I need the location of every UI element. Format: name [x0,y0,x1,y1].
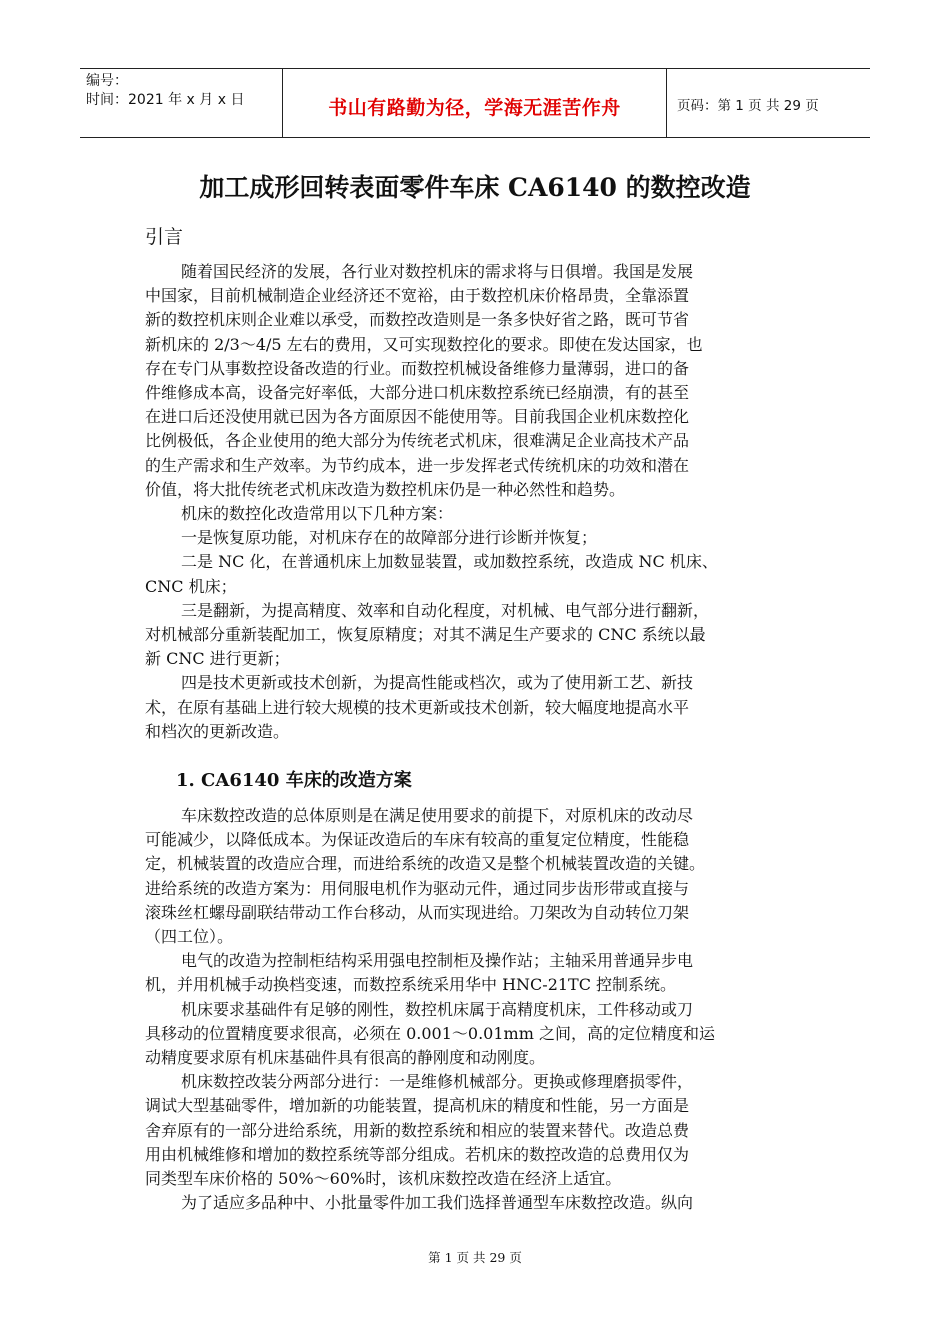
text-line: 随着国民经济的发展，各行业对数控机床的需求将与日俱增。我国是发展 [181,262,694,281]
text-line: 滚珠丝杠螺母副联结带动工作台移动，从而实现进给。刀架改为自动转位刀架 [145,902,690,922]
scheme-4-line: 和档次的更新改造。 [145,721,290,741]
text-line: 机，并用机械手动换档变速，而数控系统采用华中 HNC-21TC 控制系统。 [145,975,677,995]
document-header [80,68,870,138]
motto: 书山有路勤为径，学海无涯苦作舟 [328,97,621,119]
scheme-4-line: 术，在原有基础上进行较大规模的技术更新或技术创新，较大幅度地提高水平 [145,697,690,717]
text-line: 用由机械维修和增加的数控系统等部分组成。若机床的数控改造的总费用仅为 [145,1144,690,1164]
text-line: 车床数控改造的总体原则是在满足使用要求的前提下，对原机床的改动尽 [181,806,694,825]
scheme-1: 一是恢复原功能，对机床存在的故障部分进行诊断并恢复； [181,528,598,548]
scheme-3-line: 三是翻新，为提高精度、效率和自动化程度，对机械、电气部分进行翻新， [181,600,710,620]
page-footer: 第 1 页 共 29 页 [428,1250,522,1265]
text-line: 机床数控改装分两部分进行：一是维修机械部分。更换或修理磨损零件， [181,1072,694,1092]
document-title: 加工成形回转表面零件车床 CA6140 的数控改造 [199,173,751,202]
text-line: 中国家，目前机械制造企业经济还不宽裕，由于数控机床价格昂贵，全靠添置 [145,286,690,306]
scheme-3-line: 对机械部分重新装配加工，恢复原精度；对其不满足生产要求的 CNC 系统以最 [145,625,706,645]
text-line: 同类型车床价格的 50%～60%时，该机床数控改造在经济上适宜。 [145,1169,622,1189]
text-line: 新机床的 2/3～4/5 左右的费用，又可实现数控化的要求。即使在发达国家，也 [145,334,703,354]
intro-paragraph [145,260,810,744]
text-line: 可能减少，以降低成本。为保证改造后的车床有较高的重复定位精度，性能稳 [145,830,690,850]
text-line: （四工位）。 [145,927,234,947]
schemes-intro: 机床的数控化改造常用以下几种方案： [181,504,454,524]
document-number: 编号： [86,73,128,89]
header-motto-cell [283,69,667,137]
text-line: 在进口后还没使用就已因为各方面原因不能使用等。目前我国企业机床数控化 [145,407,690,427]
text-line: 件维修成本高，设备完好率低，大部分进口机床数控系统已经崩溃，有的甚至 [145,383,690,403]
scheme-2-line: 二是 NC 化，在普通机床上加数显装置，或加数控系统，改造成 NC 机床、 [181,552,718,572]
text-line: 新的数控机床则企业难以承受，而数控改造则是一条多快好省之路，既可节省 [145,310,690,330]
section-1-heading: 1. CA6140 车床的改造方案 [176,770,412,791]
text-line: 定，机械装置的改造应合理，而进给系统的改造又是整个机械装置改造的关键。 [145,854,706,874]
scheme-4-line: 四是技术更新或技术创新，为提高性能或档次，或为了使用新工艺、新技 [181,673,694,693]
scheme-3-line: 新 CNC 进行更新； [145,649,290,669]
text-line: 比例极低，各企业使用的绝大部分为传统老式机床，很难满足企业高技术产品 [145,431,690,451]
document-time: 时间：2021 年 x 月 x 日 [86,92,245,108]
header-page-cell [667,69,870,137]
text-line: 进给系统的改造方案为：用伺服电机作为驱动元件，通过同步齿形带或直接与 [145,878,690,898]
text-line: 舍弃原有的一部分进给系统，用新的数控系统和相应的装置来替代。改造总费 [145,1120,690,1140]
page-info: 页码：第 1 页 共 29 页 [677,98,819,114]
text-line: 存在专门从事数控设备改造的行业。而数控机械设备维修力量薄弱，进口的备 [145,358,690,378]
text-line: 的生产需求和生产效率。为节约成本，进一步发挥老式传统机床的功效和潜在 [145,455,690,475]
scheme-2-line: CNC 机床； [145,576,237,596]
text-line: 电气的改造为控制柜结构采用强电控制柜及操作站；主轴采用普通异步电 [181,951,694,971]
text-line: 动精度要求原有机床基础件具有很高的静刚度和动刚度。 [145,1048,546,1068]
section-1-body [145,804,810,1215]
header-meta [80,69,283,137]
text-line: 具移动的位置精度要求很高，必须在 0.001～0.01mm 之间，高的定位精度和运 [145,1023,715,1043]
text-line: 调试大型基础零件，增加新的功能装置，提高机床的精度和性能，另一方面是 [145,1096,690,1116]
text-line: 价值，将大批传统老式机床改造为数控机床仍是一种必然性和趋势。 [145,479,626,499]
text-line: 为了适应多品种中、小批量零件加工我们选择普通型车床数控改造。纵向 [181,1193,694,1213]
intro-heading: 引言 [145,226,184,248]
text-line: 机床要求基础件有足够的刚性，数控机床属于高精度机床，工件移动或刀 [181,999,694,1019]
